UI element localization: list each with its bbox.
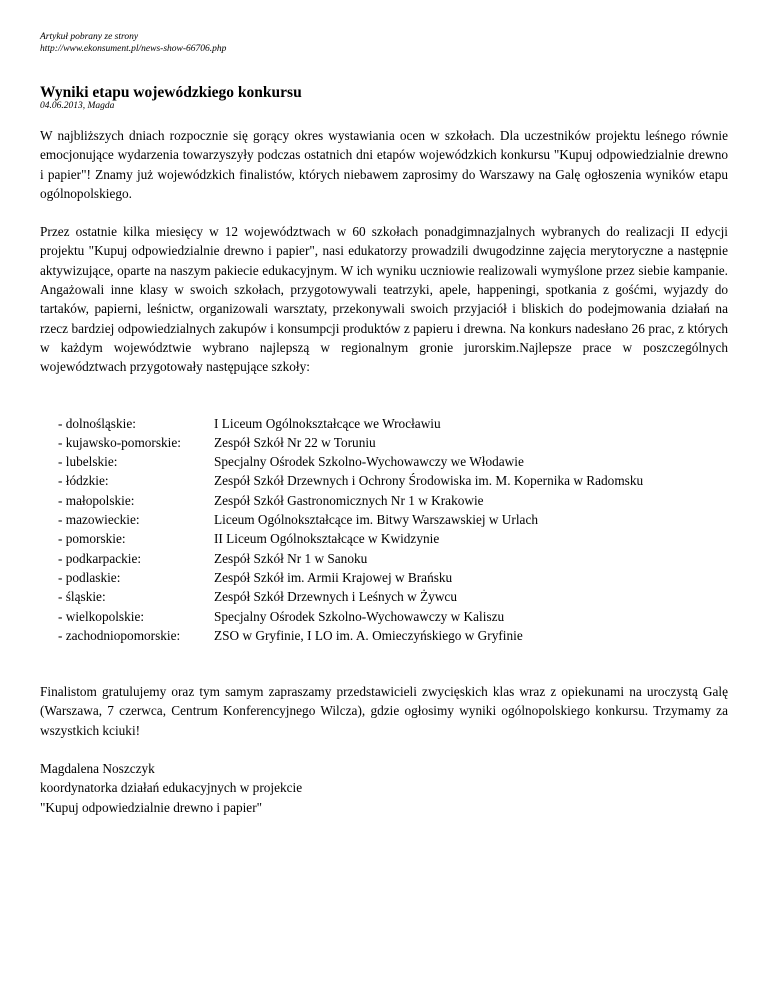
signature-project: "Kupuj odpowiedzialnie drewno i papier"	[40, 799, 263, 815]
winner-row	[58, 549, 728, 568]
winner-region: - kujawsko-pomorskie:	[58, 434, 181, 450]
winner-row	[58, 607, 728, 626]
source-label: Artykuł pobrany ze strony	[40, 32, 139, 42]
winners-list	[58, 414, 728, 646]
winner-region: - podkarpackie:	[58, 550, 142, 566]
winner-region: - wielkopolskie:	[58, 608, 145, 624]
winner-row	[58, 471, 728, 490]
winner-row	[58, 452, 728, 471]
source-note	[40, 31, 728, 55]
winner-school: Zespół Szkół Gastronomicznych Nr 1 w Krakowie	[214, 492, 484, 508]
winner-region: - pomorskie:	[58, 531, 126, 547]
winner-row	[58, 626, 728, 645]
winner-region: - łódzkie:	[58, 473, 109, 489]
winner-school: Zespół Szkół Drzewnych i Leśnych w Żywcu	[214, 589, 457, 605]
winner-region: - podlaskie:	[58, 569, 121, 585]
paragraph-details: Przez ostatnie kilka miesięcy w 12 województwach w 60 szkołach ponadgimnazjalnych wybranych do realizacji II edycji projektu "Kupuj odpowiedzialnie drewno i papier", nasi edukatorzy prowadzili dwugodzinne zajęcia merytoryczne a następnie aktywizujące, oparte na naszym pakiecie edukacyjnym. W ich wyniku uczniowie realizowali wymyślone przez siebie kampanie. Angażowali inne klasy w swoich szkołach, przygotowywali teatrzyki, apele, happeningi, spotkania z gośćmi, wyjazdy do tartaków, papierni, leśnictw, organizowali warsztaty, przekonywali swoich przyjaciół i bliskich do podejmowania działań na rzecz bardziej odpowiedzialnych zakupów i konsumpcji produktów z papieru i drewna. Na konkurs nadesłano 26 prac, z których w każdym województwie wybrano najlepszą w regionalnym gronie jurorskim.Najlepsze prace w poszczególnych województwach przygotowały następujące szkoły:	[40, 224, 728, 375]
winner-school: Specjalny Ośrodek Szkolno-Wychowawczy we Włodawie	[214, 454, 524, 470]
signature-name: Magdalena Noszczyk	[40, 761, 155, 777]
winner-row	[58, 510, 728, 529]
winner-row	[58, 433, 728, 452]
winner-school: Zespół Szkół im. Armii Krajowej w Brańsku	[214, 569, 453, 585]
winner-school: Zespół Szkół Drzewnych i Ochrony Środowiska im. M. Kopernika w Radomsku	[214, 473, 644, 489]
winner-row	[58, 587, 728, 606]
winner-school: ZSO w Gryfinie, I LO im. A. Omieczyńskiego w Gryfinie	[214, 627, 523, 643]
winner-region: - mazowieckie:	[58, 512, 140, 528]
winner-school: Specjalny Ośrodek Szkolno-Wychowawczy w Kaliszu	[214, 608, 505, 624]
winner-school: Liceum Ogólnokształcące im. Bitwy Warszawskiej w Urlach	[214, 512, 538, 528]
winner-region: - śląskie:	[58, 589, 106, 605]
document-page	[40, 0, 728, 817]
winner-school: I Liceum Ogólnokształcące we Wrocławiu	[214, 415, 441, 431]
winner-row	[58, 568, 728, 587]
signature	[40, 759, 728, 817]
article-date: 04.06.2013, Magda	[40, 101, 115, 111]
article-title: Wyniki etapu wojewódzkiego konkursu	[40, 84, 302, 101]
winner-region: - dolnośląskie:	[58, 415, 136, 431]
winner-school: Zespół Szkół Nr 1 w Sanoku	[214, 550, 368, 566]
source-url: http://www.ekonsument.pl/news-show-66706.php	[40, 44, 227, 54]
winner-school: II Liceum Ogólnokształcące w Kwidzynie	[214, 531, 440, 547]
paragraph-closing: Finalistom gratulujemy oraz tym samym zapraszamy przedstawicieli zwycięskich klas wraz z opiekunami na uroczystą Galę (Warszawa, 7 czerwca, Centrum Konferencyjnego Wilcza), gdzie ogłosimy wyniki ogólnopolskiego konkursu. Trzymamy za wszystkich kciuki!	[40, 684, 728, 738]
paragraph-intro: W najbliższych dniach rozpocznie się gorący okres wystawiania ocen w szkołach. Dla uczestników projektu leśnego równie emocjonujące wydarzenia towarzyszyły podczas ostatnich dni etapów wojewódzkich konkursu "Kupuj odpowiedzialnie drewno i papier"! Znamy już wojewódzkich finalistów, których niebawem zaprosimy do Warszawy na Galę ogłoszenia wyników etapu ogólnopolskiego.	[40, 128, 728, 201]
winner-region: - małopolskie:	[58, 492, 135, 508]
winner-school: Zespół Szkół Nr 22 w Toruniu	[214, 434, 376, 450]
winner-region: - zachodniopomorskie:	[58, 627, 181, 643]
winner-row	[58, 491, 728, 510]
winner-region: - lubelskie:	[58, 454, 118, 470]
winner-row	[58, 529, 728, 548]
winner-row	[58, 414, 728, 433]
signature-role: koordynatorka działań edukacyjnych w projekcie	[40, 780, 303, 796]
